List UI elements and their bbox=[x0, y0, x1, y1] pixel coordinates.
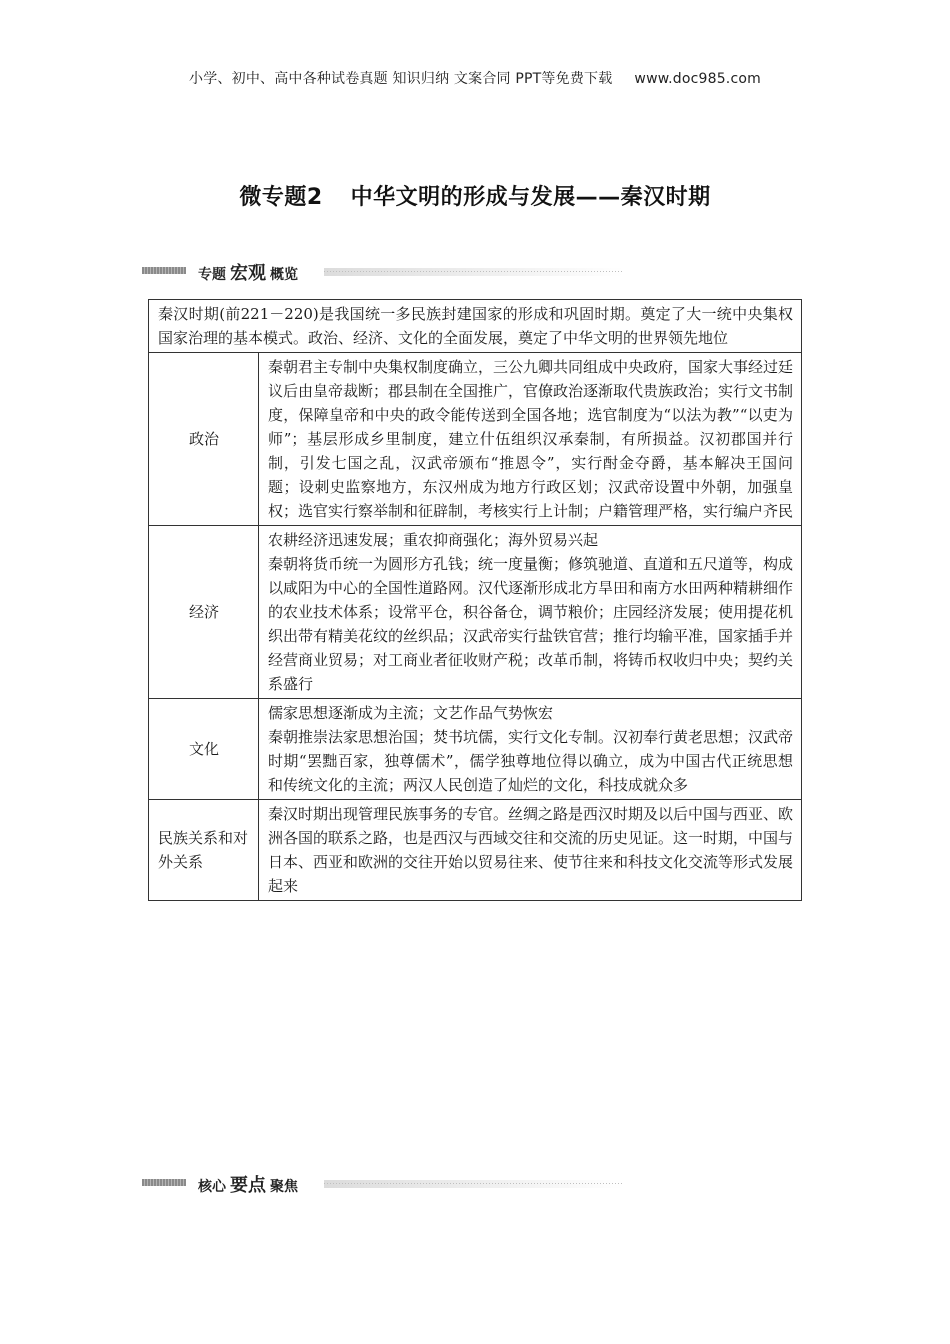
table-row bbox=[149, 699, 802, 800]
title-main: 中华文明的形成与发展——秦汉时期 bbox=[350, 185, 711, 210]
table-row bbox=[149, 353, 802, 526]
section-bar-icon bbox=[142, 1179, 186, 1186]
section-label-left: 专题 bbox=[198, 267, 226, 283]
category-politics: 政治 bbox=[149, 353, 259, 526]
content-ethnic-foreign-relations bbox=[259, 800, 802, 901]
content-paragraph: 秦朝君主专制中央集权制度确立，三公九卿共同组成中央政府，国家大事经过廷议后由皇帝裁断；郡县制在全国推广，官僚政治逐渐取代贵族政治；实行文书制度，保障皇帝和中央的政令能传送到全国各地；选官制度为“以法为教”“以吏为师”；基层形成乡里制度，建立什伍组织汉承秦制，有所损益。汉初郡国并行制，引发七国之乱，汉武帝颁布“推恩令”，实行酎金夺爵，基本解决王国问题；设刺史监察地方，东汉州成为地方行政区划；汉武帝设置中外朝，加强皇权；选官实行察举制和征辟制，考核实行上计制；户籍管理严格，实行编户齐民 bbox=[268, 358, 794, 520]
section-label-big: 宏观 bbox=[230, 263, 266, 284]
content-culture bbox=[259, 699, 802, 800]
title-prefix: 微专题2 bbox=[239, 185, 323, 210]
intro-cell: 秦汉时期(前221－220)是我国统一多民族封建国家的形成和巩固时期。奠定了大一统中央集权国家治理的基本模式。政治、经济、文化的全面发展，奠定了中华文明的世界领先地位 bbox=[149, 300, 802, 353]
banner-text: 小学、初中、高中各种试卷真题 知识归纳 文案合同 PPT等免费下载 bbox=[189, 71, 613, 87]
content-politics bbox=[259, 353, 802, 526]
table-row-intro bbox=[149, 300, 802, 353]
section-bar-icon bbox=[142, 267, 186, 274]
content-paragraph: 儒家思想逐渐成为主流；文艺作品气势恢宏 bbox=[268, 704, 554, 722]
section-label-right: 概览 bbox=[270, 267, 298, 283]
content-economy bbox=[259, 526, 802, 699]
category-economy: 经济 bbox=[149, 526, 259, 699]
content-paragraph: 秦朝将货币统一为圆形方孔钱；统一度量衡；修筑驰道、直道和五尺道等，构成以咸阳为中心的全国性道路网。汉代逐渐形成北方旱田和南方水田两种精耕细作的农业技术体系；设常平仓，积谷备仓，调节粮价；庄园经济发展；使用提花机织出带有精美花纹的丝织品；汉武帝实行盐铁官营；推行均输平准，国家插手并经营商业贸易；对工商业者征收财产税；改革币制，将铸币权收归中央；契约关系盛行 bbox=[268, 555, 794, 693]
table-row bbox=[149, 526, 802, 699]
section-label-big: 要点 bbox=[230, 1175, 266, 1196]
content-paragraph: 秦朝推崇法家思想治国；焚书坑儒，实行文化专制。汉初奉行黄老思想；汉武帝时期“罢黜百家，独尊儒术”，儒学独尊地位得以确立，成为中国古代正统思想和传统文化的主流；两汉人民创造了灿烂的文化，科技成就众多 bbox=[268, 728, 794, 794]
content-paragraph: 农耕经济迅速发展；重农抑商强化；海外贸易兴起 bbox=[268, 531, 599, 549]
category-culture: 文化 bbox=[149, 699, 259, 800]
section-divider bbox=[324, 268, 624, 276]
table-row bbox=[149, 800, 802, 901]
overview-table bbox=[148, 299, 802, 901]
section-divider bbox=[324, 1180, 624, 1188]
category-ethnic-foreign-relations: 民族关系和对外关系 bbox=[149, 800, 259, 901]
section-header-key-points bbox=[142, 1168, 482, 1196]
section-header-overview bbox=[142, 256, 482, 284]
top-banner bbox=[0, 68, 950, 88]
content-paragraph: 秦汉时期出现管理民族事务的专官。丝绸之路是西汉时期及以后中国与西亚、欧洲各国的联系之路，也是西汉与西域交往和交流的历史见证。这一时期，中国与日本、西亚和欧洲的交往开始以贸易往来、使节往来和科技文化交流等形式发展起来 bbox=[268, 805, 794, 895]
banner-site-link[interactable]: www.doc985.com bbox=[634, 71, 761, 87]
section-label-right: 聚焦 bbox=[270, 1179, 298, 1195]
page-title bbox=[0, 180, 950, 211]
section-label-left: 核心 bbox=[198, 1179, 226, 1195]
